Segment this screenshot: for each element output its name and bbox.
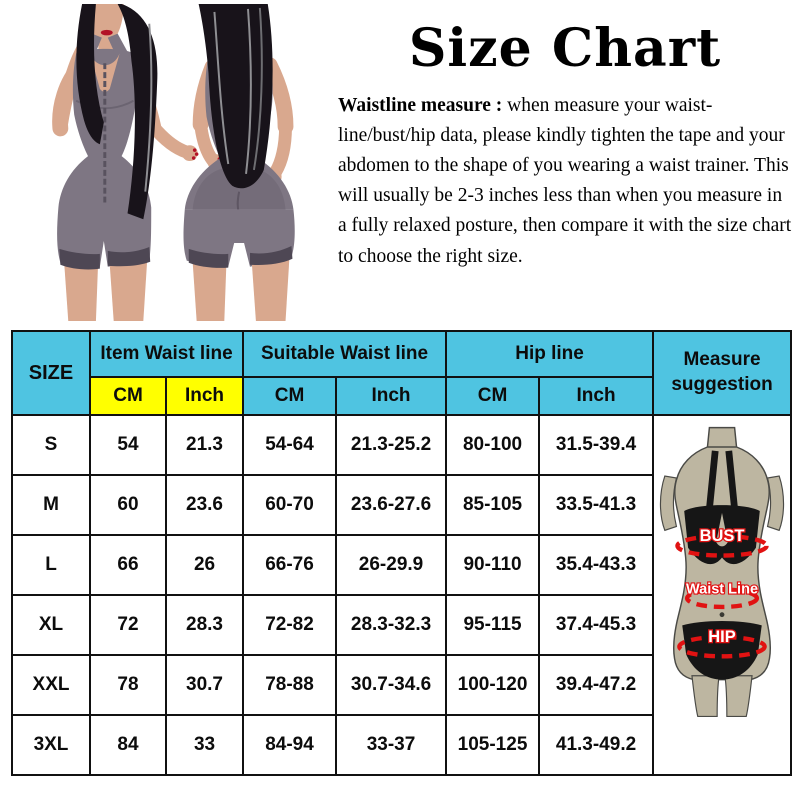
top-section (0, 0, 800, 330)
measure-suggestion-figure (659, 421, 785, 725)
hip-inch-cell: 41.3-49.2 (539, 715, 653, 775)
lips (101, 30, 113, 36)
size-table (11, 330, 792, 776)
item-waist-cm-cell: 72 (90, 595, 166, 655)
table-row-s (12, 415, 791, 475)
item-waist-inch-cell: 33 (166, 715, 243, 775)
suitable-waist-cm-cell: 66-76 (243, 535, 336, 595)
product-photo-illustration (4, 4, 334, 322)
item-waist-cm-cell: 54 (90, 415, 166, 475)
item-waist-inch-cell: 28.3 (166, 595, 243, 655)
suitable-waist-group-header: Suitable Waist line (243, 331, 446, 377)
hip-inch-cell: 33.5-41.3 (539, 475, 653, 535)
size-cell: XL (12, 595, 90, 655)
text-column (332, 0, 800, 330)
size-cell: S (12, 415, 90, 475)
bust-label: BUST (699, 527, 745, 546)
item-waist-cm-cell: 66 (90, 535, 166, 595)
hip-inch-cell: 37.4-45.3 (539, 595, 653, 655)
hip-cm-subheader: CM (446, 377, 539, 415)
suitable-waist-inch-cell: 28.3-32.3 (336, 595, 446, 655)
hip-group-header: Hip line (446, 331, 653, 377)
item-cm-subheader: CM (90, 377, 166, 415)
hip-inch-subheader: Inch (539, 377, 653, 415)
size-cell: XXL (12, 655, 90, 715)
suitable-inch-subheader: Inch (336, 377, 446, 415)
item-inch-subheader: Inch (166, 377, 243, 415)
suitable-waist-cm-cell: 54-64 (243, 415, 336, 475)
intro-lead: Waistline measure : (338, 94, 503, 116)
item-waist-group-header: Item Waist line (90, 331, 243, 377)
hip-cm-cell: 95-115 (446, 595, 539, 655)
suitable-waist-cm-cell: 72-82 (243, 595, 336, 655)
suitable-waist-inch-cell: 26-29.9 (336, 535, 446, 595)
item-waist-inch-cell: 26 (166, 535, 243, 595)
suitable-waist-cm-cell: 60-70 (243, 475, 336, 535)
hip-cm-cell: 80-100 (446, 415, 539, 475)
suitable-waist-cm-cell: 84-94 (243, 715, 336, 775)
hip-cm-cell: 105-125 (446, 715, 539, 775)
intro-paragraph (336, 91, 794, 272)
hip-cm-cell: 100-120 (446, 655, 539, 715)
item-waist-inch-cell: 30.7 (166, 655, 243, 715)
back-model (184, 4, 295, 321)
suitable-waist-inch-cell: 23.6-27.6 (336, 475, 446, 535)
hip-cm-cell: 90-110 (446, 535, 539, 595)
hip-label: HIP (708, 627, 736, 646)
hip-cm-cell: 85-105 (446, 475, 539, 535)
suitable-waist-inch-cell: 33-37 (336, 715, 446, 775)
suitable-cm-subheader: CM (243, 377, 336, 415)
item-waist-cm-cell: 60 (90, 475, 166, 535)
suitable-waist-inch-cell: 21.3-25.2 (336, 415, 446, 475)
size-cell: 3XL (12, 715, 90, 775)
size-cell: M (12, 475, 90, 535)
hip-inch-cell: 31.5-39.4 (539, 415, 653, 475)
navel (720, 612, 725, 617)
measure-suggestion-header: Measure suggestion (653, 331, 791, 415)
hip-inch-cell: 39.4-47.2 (539, 655, 653, 715)
size-column-header: SIZE (12, 331, 90, 415)
item-waist-inch-cell: 21.3 (166, 415, 243, 475)
suitable-waist-cm-cell: 78-88 (243, 655, 336, 715)
hip-inch-cell: 35.4-43.3 (539, 535, 653, 595)
front-model (57, 4, 198, 321)
waist-label: Waist Line (686, 581, 759, 598)
item-waist-cm-cell: 84 (90, 715, 166, 775)
intro-body: when measure your waist-line/bust/hip data, please kindly tighten the tape and your abdomen to the shape of you wearing a waist trainer. This will usually be 2-3 inches less than when you measure in a fully relaxed posture, then compare it with the size chart to choose the right size. (338, 94, 792, 267)
item-waist-cm-cell: 78 (90, 655, 166, 715)
suitable-waist-inch-cell: 30.7-34.6 (336, 655, 446, 715)
product-photo (0, 0, 332, 322)
size-cell: L (12, 535, 90, 595)
measure-suggestion-cell (653, 415, 791, 775)
item-waist-inch-cell: 23.6 (166, 475, 243, 535)
page-title: Size Chart (408, 18, 722, 79)
